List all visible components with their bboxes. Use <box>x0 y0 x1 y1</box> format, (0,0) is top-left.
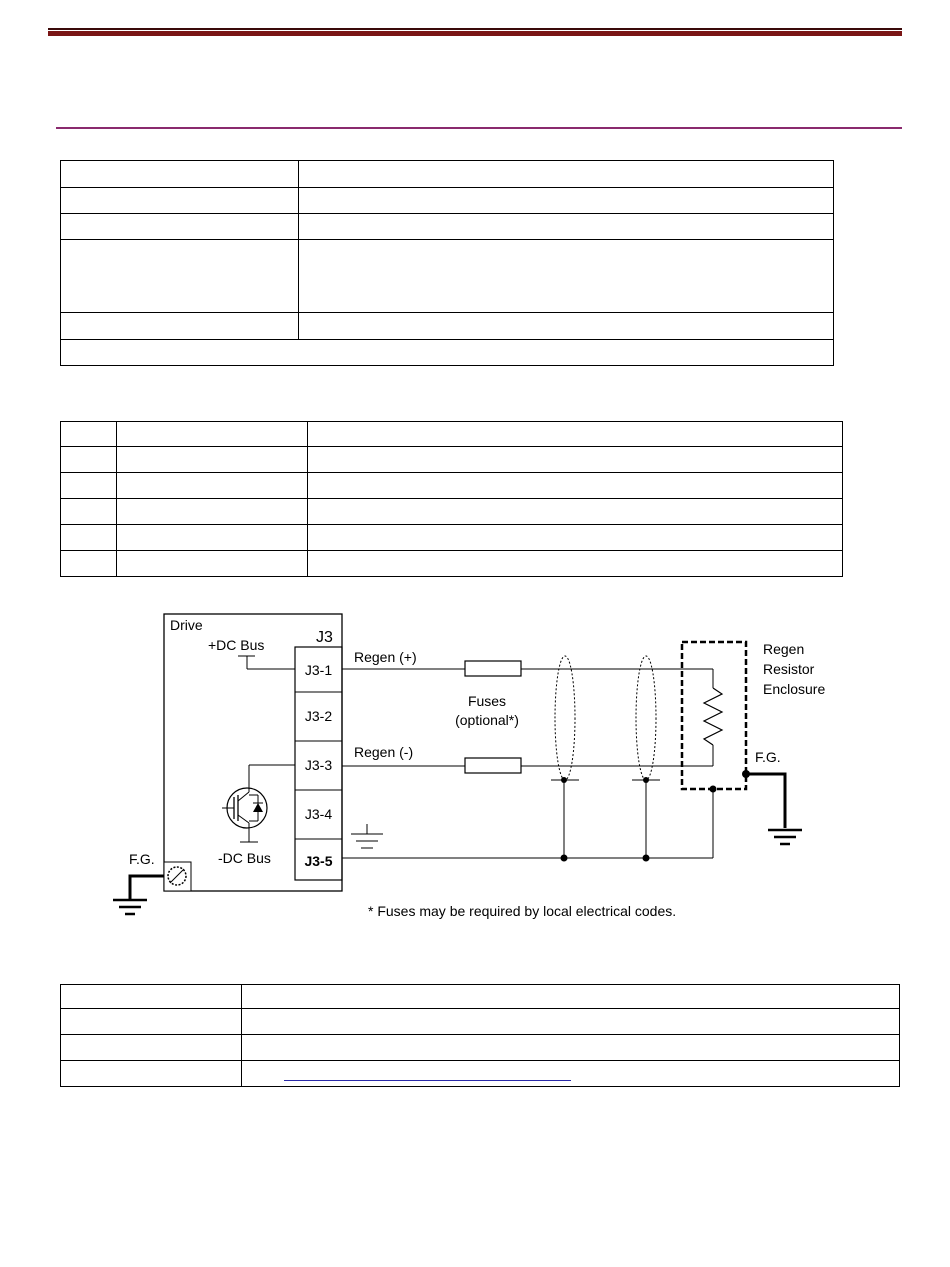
pin-label: J3-3 <box>304 757 333 773</box>
table-row <box>61 985 900 1009</box>
enclosure-label-line3: Enclosure <box>763 681 826 697</box>
hyperlink-underline[interactable] <box>284 1080 571 1081</box>
cable-shield <box>636 656 656 780</box>
pin-label: J3-1 <box>304 662 333 678</box>
ground-icon <box>351 824 383 848</box>
enclosure-label-line1: Regen <box>763 641 805 657</box>
footnote: * Fuses may be required by local electrical codes. <box>368 903 677 919</box>
fuses-optional-label: (optional*) <box>455 712 519 728</box>
drive-label: Drive <box>170 617 203 633</box>
pin-label: J3-5 <box>304 853 333 869</box>
connector-label: J3 <box>316 629 333 646</box>
fuse-plus <box>465 661 521 676</box>
fg-right-label: F.G. <box>755 749 781 765</box>
plus-dc-bus-label: +DC Bus <box>208 637 265 653</box>
table-row <box>61 1035 900 1061</box>
enclosure-label-line2: Resistor <box>763 661 815 677</box>
regen-minus-label: Regen (-) <box>354 744 414 760</box>
pin-label: J3-4 <box>304 806 333 822</box>
ground-icon <box>113 900 147 914</box>
reference-table <box>60 984 900 1087</box>
resistor-icon <box>704 688 722 745</box>
regen-plus-label: Regen (+) <box>354 649 417 665</box>
table-row <box>61 1009 900 1035</box>
cable-shield <box>555 656 575 780</box>
pin-label: J3-2 <box>304 708 333 724</box>
ground-icon <box>768 830 802 844</box>
igbt-transistor-icon <box>222 765 295 842</box>
minus-dc-bus-label: -DC Bus <box>218 850 271 866</box>
fuses-label: Fuses <box>467 693 507 709</box>
fuse-minus <box>465 758 521 773</box>
table-row <box>61 1061 900 1087</box>
fg-left-label: F.G. <box>129 851 155 867</box>
